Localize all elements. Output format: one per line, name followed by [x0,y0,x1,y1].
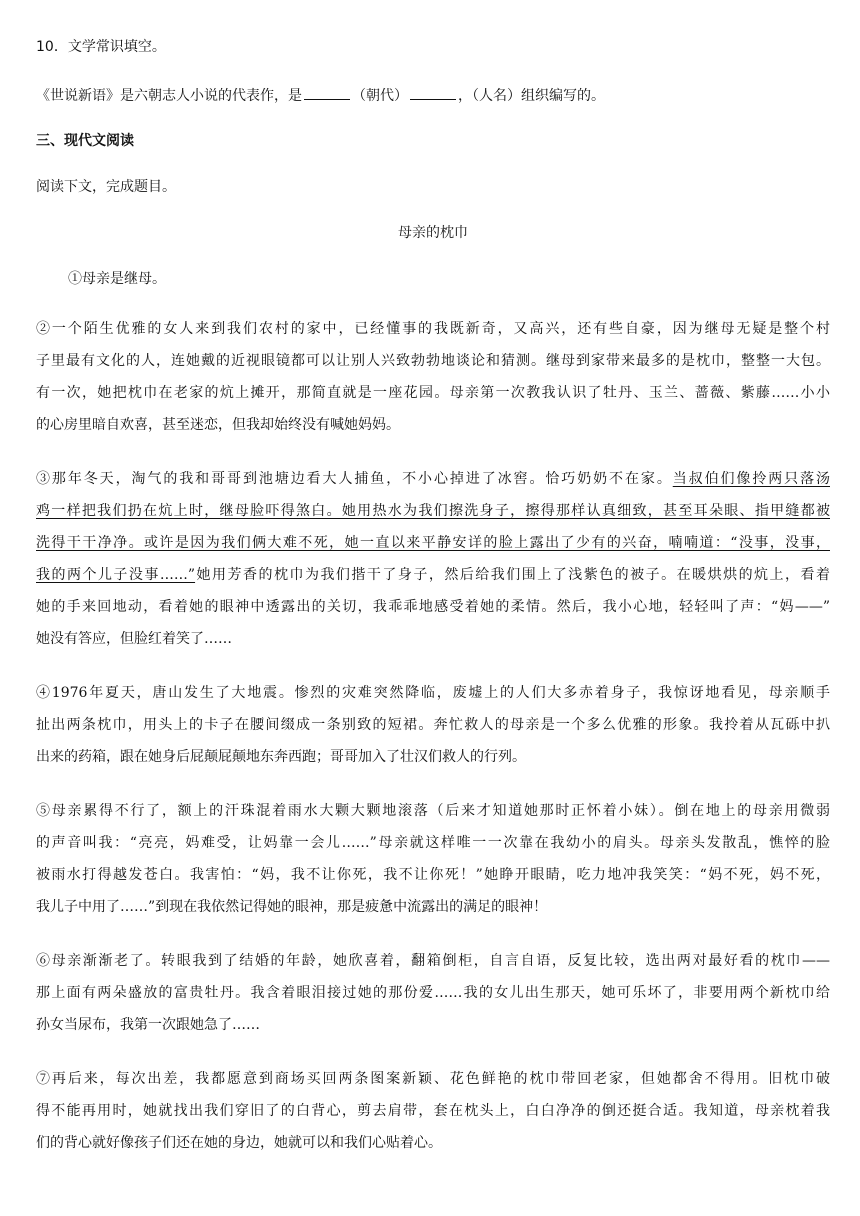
question-10-suffix: ，（人名）组织编写的。 [458,88,605,104]
paragraph-3-line-2: 鸡一样把我们扔在炕上时，继母脸吓得煞白。她用热水为我们擦洗身子，擦得那样认真细致，甚至耳朵眼、指甲缝都被 [36,503,830,519]
question-10-label: 10．文学常识填空。 [36,39,166,55]
paragraph-3-line-5: 她的手来回地动，看着她的眼神中透露出的关切，我乖乖地感受着她的柔情。然后，我小心地，轻轻叫了声：“妈——” [36,599,830,615]
paragraph-5-line-2: 的声音叫我：“亮亮，妈难受，让妈靠一会儿……”母亲就这样唯一一次靠在我幼小的肩头。母亲头发散乱，憔悴的脸 [36,835,830,851]
paragraph-3-underlined-1: 当叔伯们像拎两只落汤 [672,471,830,487]
paragraph-6-line-2: 那上面有两朵盛放的富贵牡丹。我含着眼泪接过她的那份爱……我的女儿出生那天，她可乐坏了，非要用两个新枕巾给 [36,985,830,1001]
question-10-prefix: 《世说新语》是六朝志人小说的代表作，是 [36,88,302,104]
paragraph-2-line-3: 有一次，她把枕巾在老家的炕上摊开，那简直就是一座花园。母亲第一次教我认识了牡丹、玉兰、蔷薇、紫藤……小小 [36,385,830,401]
paragraph-3-line-3: 洗得干干净净。或许是因为我们俩大难不死，她一直以来平静安详的脸上露出了少有的兴奋，喃喃道：“没事，没事， [36,535,830,551]
paragraph-3-plain-1: ③那年冬天，淘气的我和哥哥到池塘边看大人捕鱼，不小心掉进了冰窖。恰巧奶奶不在家。 [36,471,673,487]
paragraph-5-line-4: 我儿子中用了……”到现在我依然记得她的眼神，那是疲惫中流露出的满足的眼神！ [36,899,548,915]
paragraph-5-line-3: 被雨水打得越发苍白。我害怕：“妈，我不让你死，我不让你死！”她睁开眼睛，吃力地冲我笑笑：“妈不死，妈不死， [36,867,830,883]
paragraph-7-line-3: 们的背心就好像孩子们还在她的身边，她就可以和我们心贴着心。 [36,1135,442,1151]
question-10-fill-in [36,84,605,107]
paragraph-7-line-1: ⑦再后来，每次出差，我都愿意到商场买回两条图案新颖、花色鲜艳的枕巾带回老家，但她都舍不得用。旧枕巾破 [36,1071,830,1087]
paragraph-3-line-1 [36,468,830,490]
section-3-instruction: 阅读下文，完成题目。 [36,179,176,195]
paragraph-2-line-4: 的心房里暗自欢喜，甚至迷恋，但我却始终没有喊她妈妈。 [36,417,400,433]
paragraph-3-line-4 [36,564,830,586]
paragraph-2-line-2: 子里最有文化的人，连她戴的近视眼镜都可以让别人兴致勃勃地谈论和猜测。继母到家带来最多的是枕巾，整整一大包。 [36,353,830,369]
paragraph-4-line-1: ④1976年夏天，唐山发生了大地震。惨烈的灾难突然降临，废墟上的人们大多赤着身子，我惊讶地看见，母亲顺手 [36,685,830,701]
paragraph-3-underlined-4: 我的两个儿子没事……” [36,567,196,583]
paragraph-3-plain-4: 她用芳香的枕巾为我们揩干了身子，然后给我们围上了浅紫色的被子。在暖烘烘的炕上，看着 [195,567,830,583]
question-10-paren: （朝代） [352,88,408,104]
paragraph-5-line-1: ⑤母亲累得不行了，额上的汗珠混着雨水大颗大颗地滚落（后来才知道她那时正怀着小妹）。倒在地上的母亲用微弱 [36,803,830,819]
paragraph-6-line-3: 孙女当尿布，我第一次跟她急了…… [36,1017,260,1033]
paragraph-2-line-1: ②一个陌生优雅的女人来到我们农村的家中，已经懂事的我既新奇，又高兴，还有些自豪，因为继母无疑是整个村 [36,321,830,337]
paragraph-4-line-2: 扯出两条枕巾，用头上的卡子在腰间缀成一条别致的短裙。奔忙救人的母亲是一个多么优雅的形象。我拎着从瓦砾中扒 [36,717,830,733]
paragraph-4-line-3: 出来的药箱，跟在她身后屁颠屁颠地东奔西跑；哥哥加入了壮汉们救人的行列。 [36,749,526,765]
section-3-heading: 三、现代文阅读 [36,133,134,149]
paragraph-7-line-2: 得不能再用时，她就找出我们穿旧了的白背心，剪去肩带，套在枕头上，白白净净的倒还挺合适。我知道，母亲枕着我 [36,1103,830,1119]
blank-dynasty[interactable] [304,84,350,100]
article-title: 母亲的枕巾 [398,225,468,241]
paragraph-3-line-6: 她没有答应，但脸红着笑了…… [36,631,232,647]
paragraph-6-line-1: ⑥母亲渐渐老了。转眼我到了结婚的年龄，她欣喜着，翻箱倒柜，自言自语，反复比较，选出两对最好看的枕巾—— [36,953,830,969]
blank-person[interactable] [410,84,456,100]
paragraph-1: ①母亲是继母。 [68,271,166,287]
